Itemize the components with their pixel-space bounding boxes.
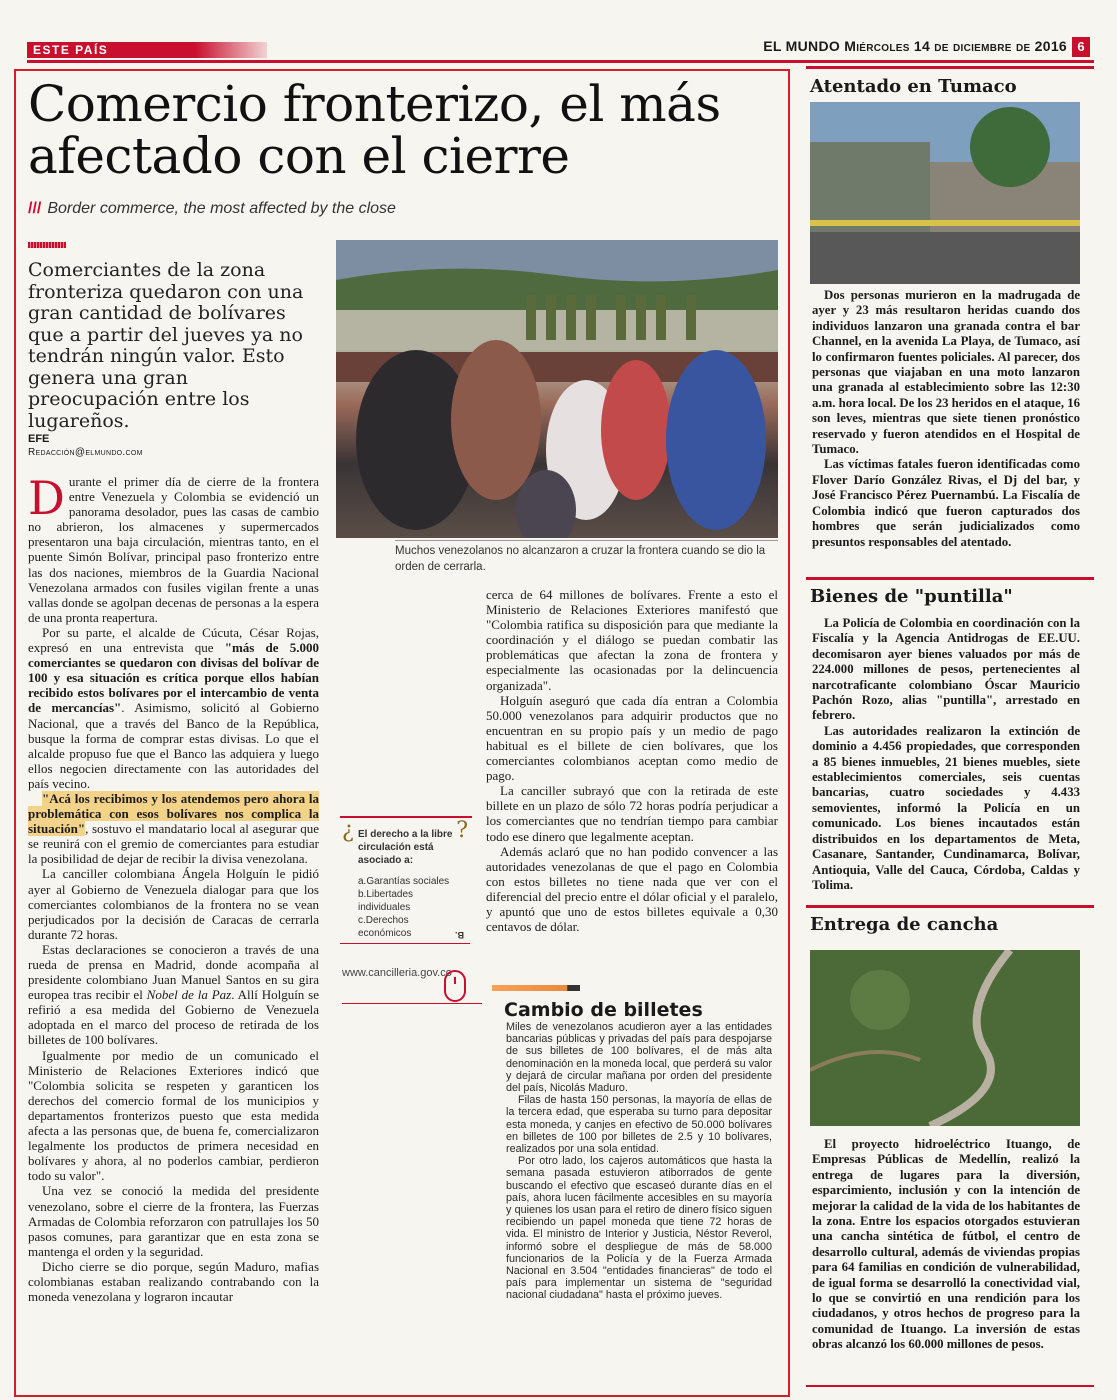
- lead-bar: [28, 242, 66, 248]
- sidebar-rule: [806, 1385, 1094, 1387]
- body-paragraph: [28, 791, 319, 866]
- sidebar-paragraph: El proyecto hidroeléctrico Ituango, de Empresas Públicas de Medellín, realizó la entrega de lugares para la diversión, esparcimiento, inclusión y con la intención de mejorar la calidad de la vida de los habitantes de la zona. Entre los espacios otorgados estuvieran una cancha sintética de fútbol, el centro de desarrollo cultural, además de viviendas propias para 64 familias en condición de vulnerabilidad, de igual forma se desarrolló la conectividad vial, lo que se convirtió en una rendición para los ciudadanos, y otros hechos de progreso para la comunidad de Ituango. La inversión de estas obras alcanzó los 60.000 millones de pesos.: [812, 1137, 1080, 1352]
- cancha-aerial-art: [810, 950, 1080, 1126]
- dropcap: D: [28, 471, 65, 525]
- box-text: [506, 1021, 772, 1302]
- caption-rule: [395, 540, 778, 541]
- body-paragraph: [28, 471, 319, 625]
- body-paragraph: Una vez se conoció la medida del presidente venezolano, sobre el cierre de la frontera, las Fuerzas Armadas de Colombia reforzaron con patrullajes los 50 pasos comunes, para garantizar que en esta zona se mantenga el orden y la seguridad.: [28, 1183, 319, 1259]
- tumaco-photo: [810, 102, 1080, 284]
- quiz-options: [358, 875, 458, 940]
- question-mark-icon: ?: [456, 818, 468, 843]
- header-rule: [27, 60, 1094, 63]
- highlighted-quote: "Acá los recibimos y los atendemos pero ahora la problemática con esos bolívares nos complica la situación": [28, 790, 319, 837]
- sidebar-text-puntilla: [812, 616, 1080, 893]
- sidebar-paragraph: Las víctimas fatales fueron identificadas como Flover Darío González Rivas, el Dj del bar, y José Francisco Pérez Puernambú. La Fiscalía de Colombia indicó que fueron capturados dos hombres que serán judicializados como presuntos responsables del atentado.: [812, 457, 1080, 549]
- article-lead: Comerciantes de la zona fronteriza quedaron con una gran cantidad de bolívares que a partir del jueves ya no tendrán ningún valor. Esto genera una gran preocupación entre los lugareños.: [28, 259, 304, 432]
- sidebar-title-cancha: Entrega de cancha: [810, 914, 999, 935]
- sidebar-title-puntilla: Bienes de "puntilla": [810, 586, 1013, 607]
- cancilleria-link[interactable]: www.cancilleria.gov.co: [342, 967, 452, 979]
- body-text: urante el primer día de cierre de la frontera entre Venezuela y Colombia se evidenció un panorama desolador, pues las casas de cambio no abrieron, los almacenes y supermercados presentaron una baja circulación, mientras tanto, en el puente Simón Bolívar, principal paso fronterizo entre las dos naciones, miembros de la Guardia Nacional Venezolana armados con fusiles vigilan frente a unas vallas donde se agolpan decenas de personas a la espera de una pronta reapertura.: [28, 474, 319, 625]
- body-column-middle: [486, 587, 778, 934]
- quiz-answer: B.: [455, 930, 464, 940]
- article-title: Comercio fronterizo, el más afectado con el cierre: [28, 75, 721, 185]
- sidebar-paragraph: La Policía de Colombia en coordinación con la Fiscalía y la Agencia Antidrogas de EE.UU. decomisaron ayer bienes valuados por más de 224.000 millones de pesos, pertenecientes al narcotraficante colombiano Óscar Mauricio Pachón Rozo, alias "puntilla", arrestado en febrero.: [812, 616, 1080, 723]
- quiz-rule: [340, 943, 470, 944]
- body-column-left: [28, 471, 319, 1305]
- mouse-icon: [444, 970, 466, 1002]
- body-text: . Allí Holguín se refirió a esa medida del Gobierno de Venezuela adoptada en el marco del proceso de retirada de los billetes de 100 bolívares.: [28, 987, 319, 1048]
- article-subtitle: [28, 200, 778, 218]
- sidebar-text-tumaco: [812, 288, 1080, 550]
- body-text: Estas declaraciones se conocieron a través de una rueda de prensa en Madrid, donde acompaña al presidente colombiano Juan Manuel Santos en su gira europea tras recibir el: [28, 941, 319, 1003]
- body-paragraph: [28, 942, 319, 1048]
- quiz-option: c.Derechos económicos: [358, 915, 412, 939]
- page-number: 6: [1072, 37, 1090, 57]
- photo-caption: Muchos venezolanos no alcanzaron a cruzar la frontera cuando se dio la orden de cerrarla.: [395, 545, 766, 573]
- question-mark-icon: ¿: [342, 818, 354, 843]
- sidebar-paragraph: Las autoridades realizaron la extinción de dominio a 4.456 propiedades, que corresponden a 85 bienes inmuebles, 21 bienes muebles, siete establecimientos comerciales, seis cuentas bancarias, cuatro sociedades y 4.433 semovientes, informó la Policía en un comunicado. Los bienes incautados están distribuidos en los departamentos de Meta, Casanare, Santander, Cundinamarca, Bolívar, Antioquia, Valle del Cauca, Córdoba, Caldas y Tolima.: [812, 723, 1080, 892]
- byline: [28, 433, 143, 458]
- byline-agency: EFE: [28, 433, 50, 445]
- pencil-icon: [492, 985, 580, 991]
- body-paragraph: La canciller subrayó que con la retirada de este billete en un plazo de sólo 72 horas podría perjudicar a los comerciantes que no tendrían tiempo para cambiar todo ese dinero que legalmente aceptan.: [486, 783, 778, 844]
- body-text: . Asimismo, solicitó al Gobierno Nacional, que a través del Banco de la República, busque la forma de comprar estas divisas. Lo que el alcalde propuso fue que el Banco las adquiera y luego ellos negocien directamente con las autoridades del país vecino.: [28, 700, 319, 791]
- sidebar-paragraph: Dos personas murieron en la madrugada de ayer y 23 más resultaron heridas cuando dos individuos lanzaron una granada contra el bar Channel, en la avenida La Playa, de Tumaco, así lo confirmaron fuentes policiales. Al parecer, dos personas que viajaban en una moto lanzaron una granada al establecimiento sobre las 12:30 a.m. hora local. De los 23 heridos en el ataque, 16 son leves, mientras que siete tienen pronóstico reservado y fueron atendidos en el Hospital de Tumaco.: [812, 288, 1081, 457]
- masthead: [763, 38, 1067, 54]
- sidebar-rule: [806, 577, 1094, 580]
- subtitle-marker: ///: [28, 200, 42, 217]
- body-paragraph: Holguín aseguró que cada día entran a Colombia 50.000 venezolanos para adquirir productos que no encuentran en su propio país y un medio de pago habitual es el billete de cien bolívares, que los comerciantes colombianos aceptan como medio de pago.: [486, 692, 778, 784]
- box-paragraph: Miles de venezolanos acudieron ayer a las entidades bancarias públicas y privadas del país para despojarse de sus billetes de 100 bolívares, el de más alta denominación en la moneda local, que perderá su valor y dejará de circular mañana por orden del presidente del país, Nicolás Maduro.: [506, 1021, 772, 1095]
- body-text: , sostuvo el mandatario local al asegurar que se reunirá con el gremio de comerciantes para estudiar la posibilidad de dejar de recibir la divisa venezolana.: [28, 821, 319, 867]
- body-paragraph: [28, 625, 319, 791]
- sidebar-title-tumaco: Atentado en Tumaco: [810, 76, 1017, 97]
- sidebar-rule: [806, 905, 1094, 908]
- border-bridge-photo-art: [336, 240, 778, 538]
- box-paragraph: Filas de hasta 150 personas, la mayoría de ellas de la tercera edad, que esperaba su turno para depositar esta moneda, y canjes en efectivo de 50.000 bolívares en billetes de 100 por billetes de 2.5 y 10 bolívares, realizados por una sola entidad.: [506, 1094, 772, 1156]
- quiz-option: b.Libertades individuales: [358, 889, 414, 913]
- border-bridge-photo: [336, 240, 778, 538]
- box-paragraph: Por otro lado, los cajeros automáticos que hasta la semana pasada estuvieron atiborrados de gente buscando el efectivo que escaseó durante días en el país, ahora lucen fácilmente accesibles en su mayoría y quienes los usan para el retiro de dinero físico siguen recibiendo un papel moneda que tiene 72 horas de vida. El ministro de Interior y Justicia, Néstor Reverol, informó sobre el despliegue de más de 58.000 funcionarios de la Policía y de la Fuerza Armada Nacional en 3.504 "entidades financieras" de todo el país para implementar un sistema de "seguridad nacional ciudadana" hasta el próximo jueves.: [506, 1155, 772, 1302]
- quiz-box: [340, 816, 472, 944]
- nobel-italic: Nobel de la Paz: [146, 987, 232, 1003]
- body-paragraph: Además aclaró que no han podido convencer a las autoridades venezolanas de que el pago en Colombia con estos billetes no tiene nada que ver con el diferencial del precio entre el dólar oficial y el paralelo, y apuntó que uno de estos billetes equivale a 0,30 centavos de dólar.: [486, 843, 778, 935]
- mayor-quote: "más de 5.000 comerciantes se quedaron con divisas del bolívar de 100 y esa situación es crítica porque ellos habían recibido estos bolívares por el intercambio de venta de mercancías": [28, 640, 319, 716]
- body-text: Por su parte, el alcalde de Cúcuta, César Rojas, expresó en una entrevista que: [28, 624, 319, 656]
- link-rule: [342, 1003, 482, 1004]
- tumaco-photo-art: [810, 102, 1080, 284]
- body-paragraph: La canciller colombiana Ángela Holguín le pidió ayer al Gobierno de Venezuela dialogar para que los comerciantes colombianos de la frontera no se vean perjudicados por la decisión de Caracas de cerrarla durante 72 horas.: [28, 866, 319, 942]
- issue-date: Miércoles 14 de diciembre de 2016: [844, 38, 1067, 54]
- box-title: Cambio de billetes: [504, 999, 703, 1021]
- body-paragraph: Igualmente por medio de un comunicado el Ministerio de Relaciones Exteriores indicó que "Colombia solicita se respeten y garanticen los derechos del comercio formal de los municipios y departamentos fronterizos puesto que esta medida afecta a las personas que, de buena fe, comercializaron legalmente los productos de primera necesidad en bolívares y ahora, al no poderlos cambiar, perdieron todo su valor".: [28, 1047, 319, 1184]
- quiz-option: a.Garantías sociales: [358, 876, 450, 887]
- body-paragraph: Dicho cierre se dio porque, según Maduro, mafias colombianas estaban realizando contrabando con la moneda venezolana y lograron incautar: [28, 1258, 319, 1305]
- sidebar-rule: [806, 66, 1094, 69]
- paper-name: EL MUNDO: [763, 38, 841, 54]
- subtitle-text: Border commerce, the most affected by the close: [47, 200, 396, 217]
- byline-email: Redacción@elmundo.com: [28, 447, 143, 458]
- cancha-aerial-photo: [810, 950, 1080, 1126]
- section-tag: ESTE PAÍS: [27, 42, 267, 58]
- body-paragraph: cerca de 64 millones de bolívares. Frente a esto el Ministerio de Relaciones Exteriores manifestó que "Colombia ratifica su disposición para que mediante la coordinación y el diálogo se puedan combatir las problemáticas que afectan la zona de frontera y especialmente las ocasionadas por la delincuencia organizada".: [486, 587, 778, 693]
- sidebar-text-cancha: [812, 1137, 1080, 1353]
- quiz-question: El derecho a la libre circulación está asociado a:: [358, 829, 453, 866]
- photo-credit: EFE: [770, 499, 779, 515]
